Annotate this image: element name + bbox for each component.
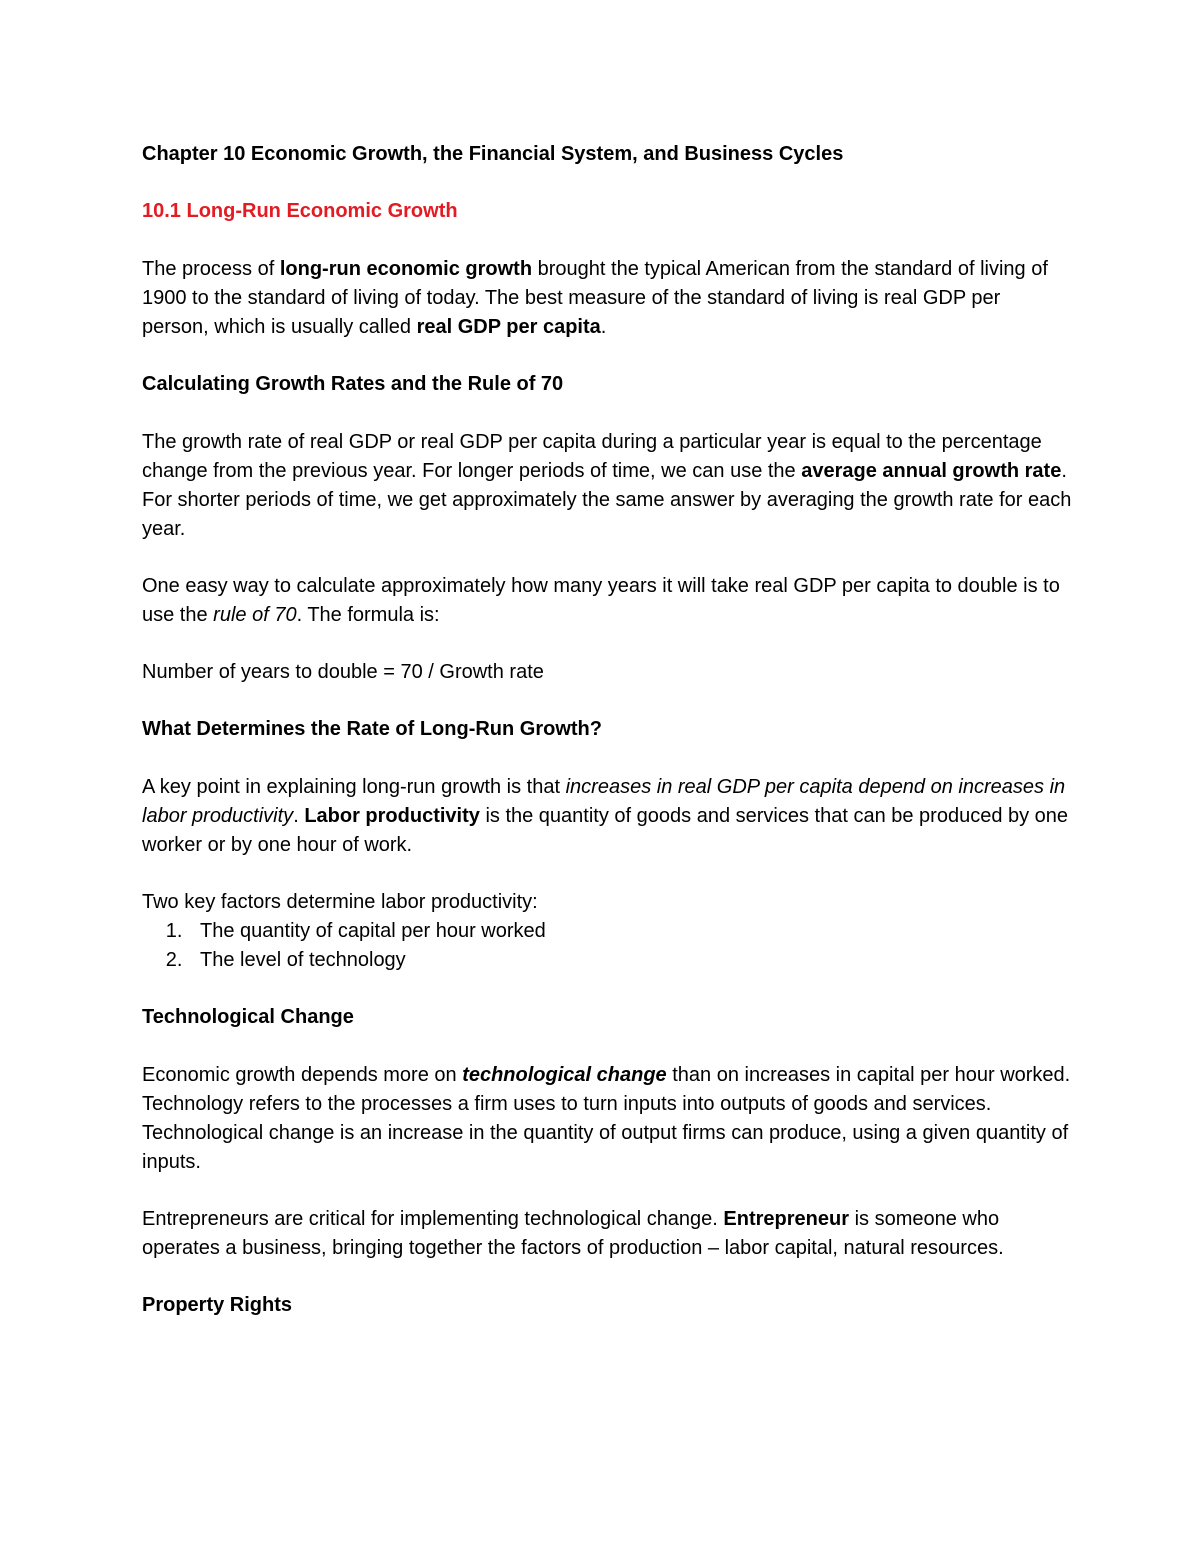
text-run: One easy way to calculate approximately how many years it will take real GDP per capita to double is to use the <box>142 575 1060 626</box>
paragraph-entrepreneurs <box>142 1205 1072 1263</box>
text-run: The growth rate of real GDP or real GDP per capita during a particular year is equal to the percentage change from the previous year. For longer periods of time, we can use the <box>142 431 1042 482</box>
factors-list <box>142 917 1072 975</box>
paragraph-long-run-growth <box>142 255 1072 342</box>
list-item: 1. The quantity of capital per hour worked <box>188 917 1072 946</box>
text-run: The process of <box>142 258 280 280</box>
paragraph-labor-productivity <box>142 773 1072 860</box>
key-point-italic: increases in real GDP per capita depend on increases in labor productivity <box>142 776 1066 827</box>
term-entrepreneur: Entrepreneur <box>723 1208 850 1230</box>
text-run: . <box>293 805 305 827</box>
text-run: . <box>600 316 607 338</box>
text-run: than on increases in capital per hour worked. Technology refers to the processes a firm uses to turn inputs into outputs of goods and services. Technological change is an increase in the quantity of output firms can produce, using a given quantity of inputs. <box>142 1064 1071 1173</box>
text-run: . The formula is: <box>296 604 440 626</box>
term-labor-productivity: Labor productivity <box>304 805 480 827</box>
text-run: . For shorter periods of time, we get approximately the same answer by averaging the growth rate for each year. <box>142 460 1072 540</box>
document-page <box>142 140 1072 1349</box>
text-run: is the quantity of goods and services that can be produced by one worker or by one hour of work. <box>142 805 1069 856</box>
paragraph-rule-of-70 <box>142 572 1072 630</box>
formula: Number of years to double = 70 / Growth rate <box>142 661 544 683</box>
paragraph-growth-rate <box>142 428 1072 544</box>
term-average-annual-growth-rate: average annual growth rate <box>801 460 1062 482</box>
text-run: is someone who operates a business, bringing together the factors of production – labor capital, natural resources. <box>142 1208 1004 1259</box>
text-run: A key point in explaining long-run growth is that <box>142 776 566 798</box>
heading-technological-change: Technological Change <box>142 1006 354 1028</box>
term-long-run-economic-growth: long-run economic growth <box>279 258 533 280</box>
term-technological-change: technological change <box>462 1064 667 1086</box>
paragraph-technological-change <box>142 1061 1072 1177</box>
list-item: 2. The level of technology <box>188 946 1072 975</box>
heading-growth-rates: Calculating Growth Rates and the Rule of 70 <box>142 373 564 395</box>
factors-intro: Two key factors determine labor productivity: <box>142 891 538 913</box>
heading-long-run-growth-rate: What Determines the Rate of Long-Run Growth? <box>142 718 602 740</box>
text-run: brought the typical American from the standard of living of 1900 to the standard of living of today. The best measure of the standard of living is real GDP per person, which is usually called <box>142 258 1048 338</box>
chapter-title: Chapter 10 Economic Growth, the Financial System, and Business Cycles <box>142 143 844 165</box>
text-run: Entrepreneurs are critical for implementing technological change. <box>142 1208 724 1230</box>
heading-property-rights: Property Rights <box>142 1294 293 1316</box>
term-rule-of-70: rule of 70 <box>213 604 297 626</box>
text-run: Economic growth depends more on <box>142 1064 463 1086</box>
term-real-gdp-per-capita: real GDP per capita <box>416 316 601 338</box>
section-title: 10.1 Long-Run Economic Growth <box>142 200 458 222</box>
